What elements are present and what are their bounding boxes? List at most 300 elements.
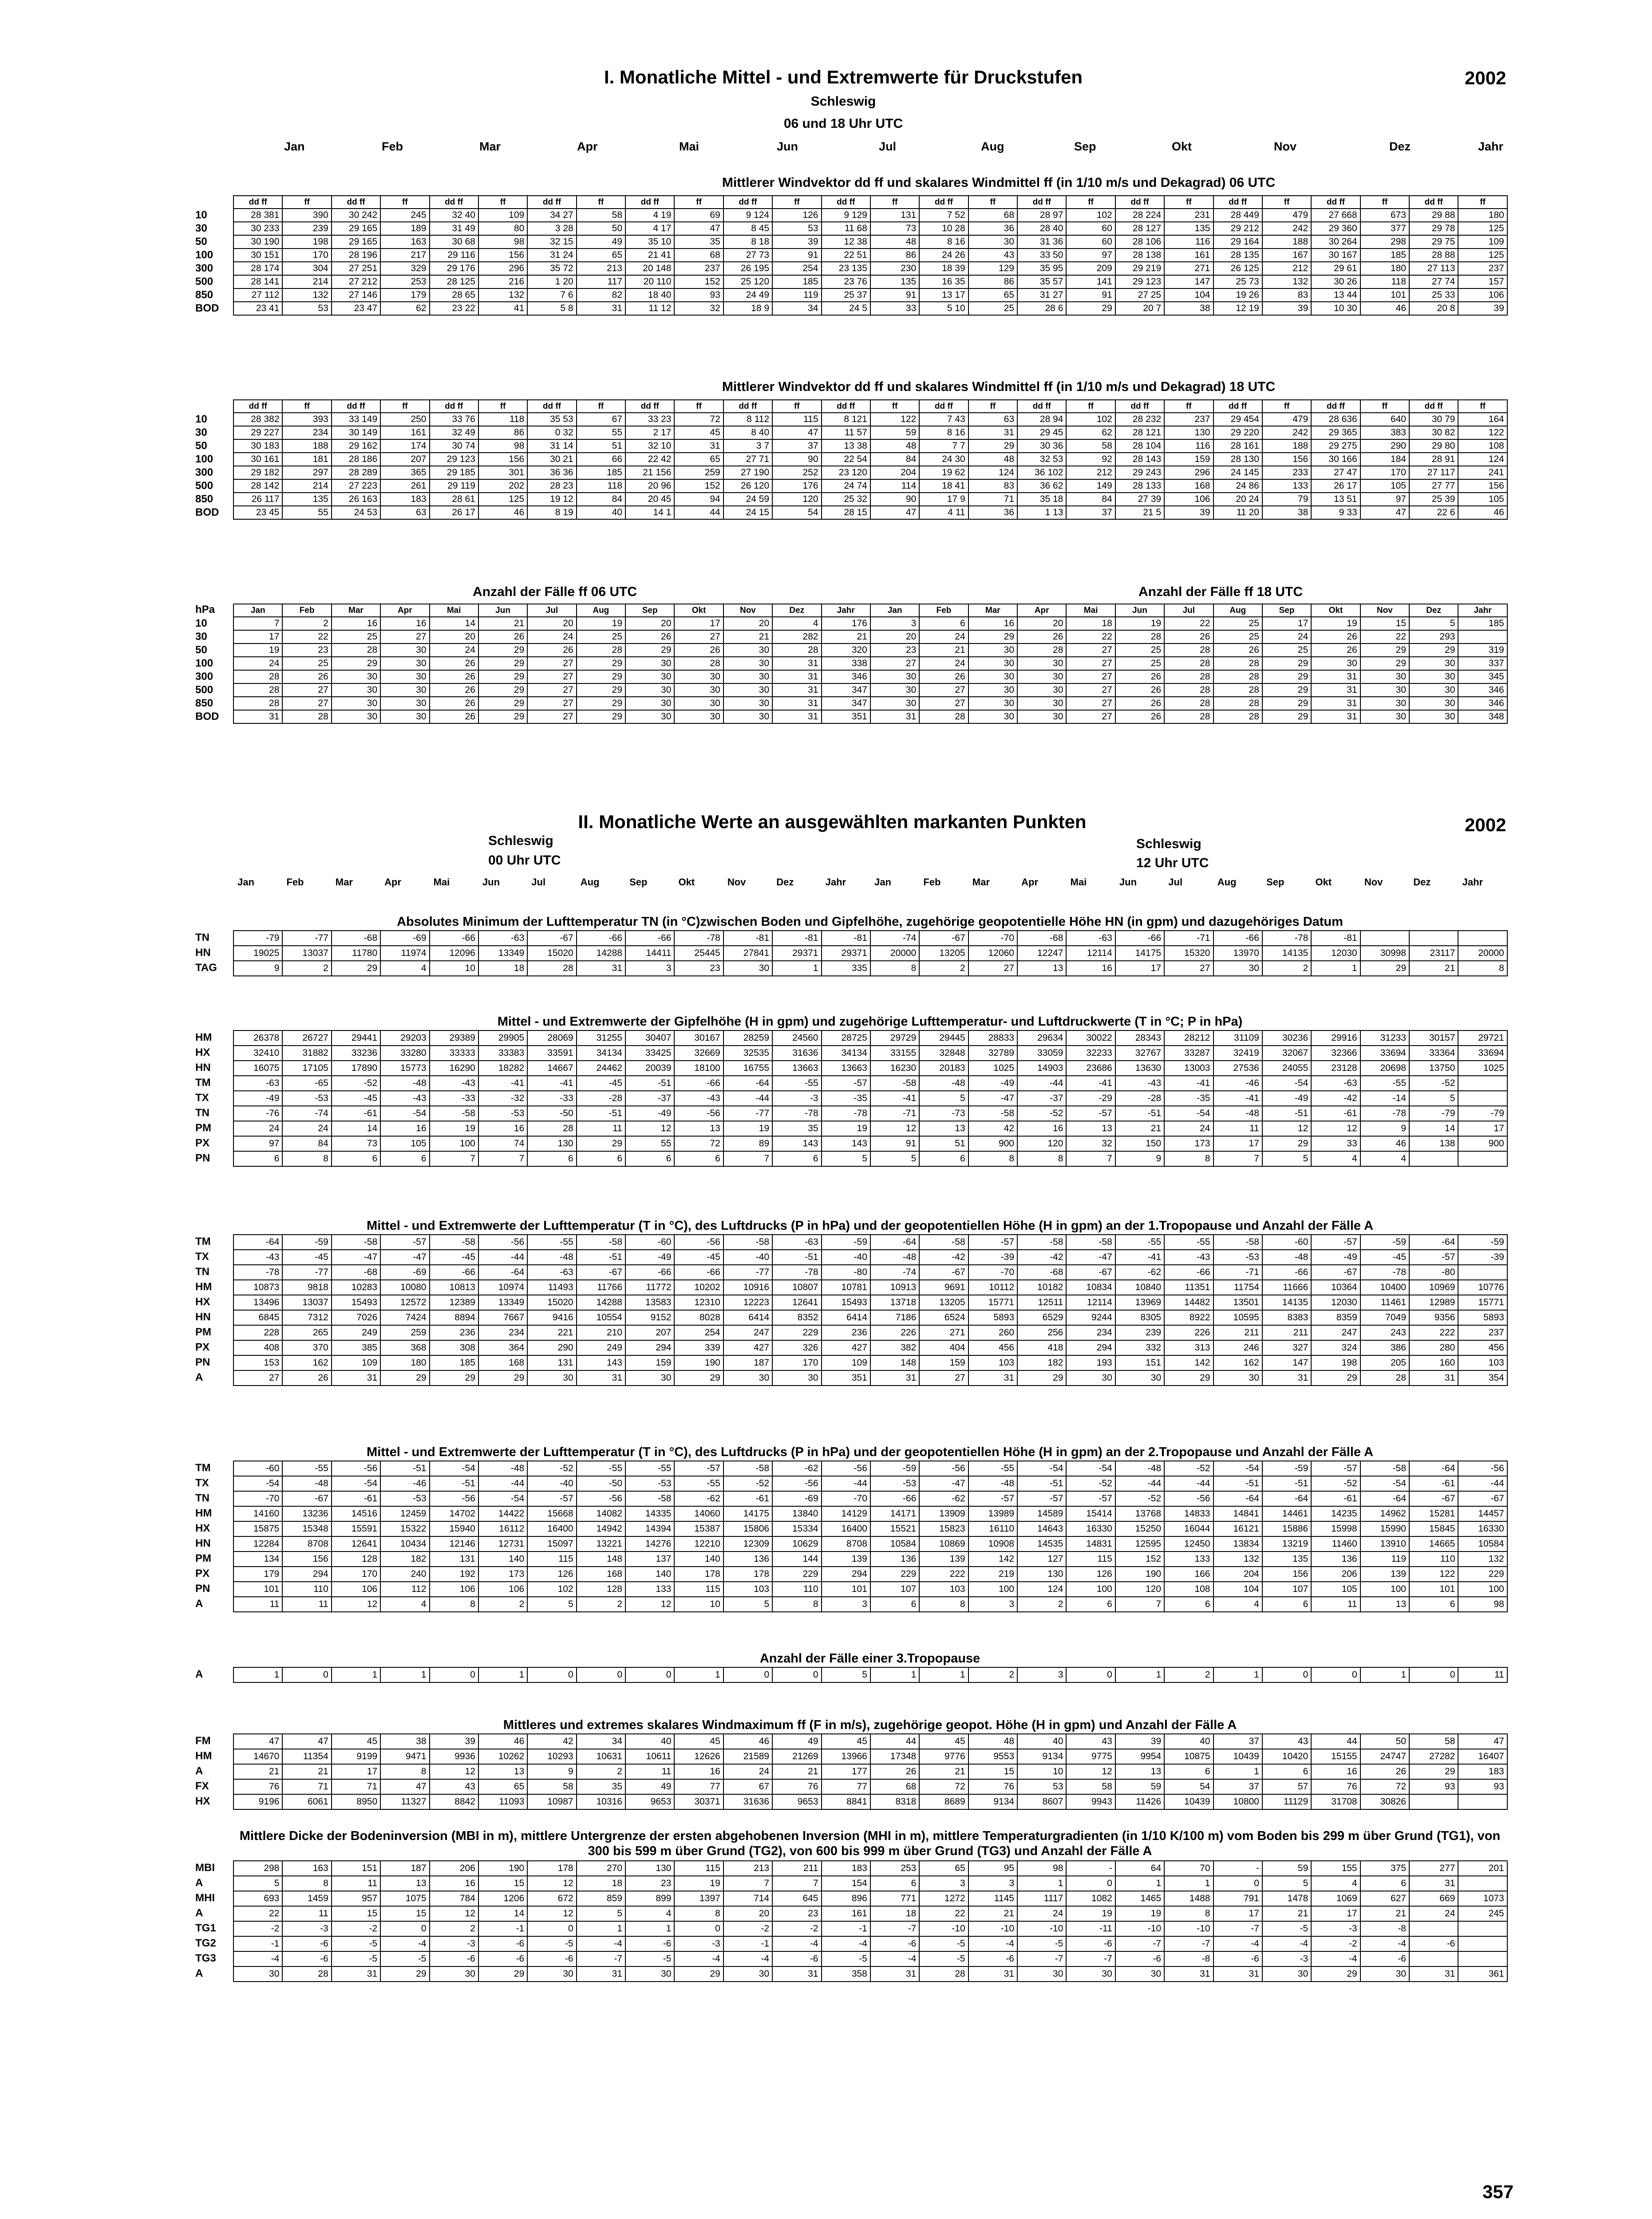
- table-cell: 21: [1115, 1121, 1164, 1136]
- table-cell: 18: [478, 961, 527, 976]
- month-label: Aug: [981, 140, 1004, 153]
- table-cell: 30407: [625, 1031, 674, 1046]
- table-cell: -78: [674, 931, 723, 946]
- table-cell: -40: [723, 1250, 772, 1265]
- table-cell: 10840: [1115, 1280, 1164, 1295]
- table-cell: 29: [1262, 657, 1311, 670]
- table-cell: -46: [380, 1476, 429, 1491]
- part2-station-left: Schleswig: [488, 833, 553, 848]
- table-row: [233, 1280, 1507, 1295]
- table-cell: 15387: [674, 1521, 723, 1536]
- table-cell: 26: [870, 1764, 919, 1779]
- row-label: 10: [195, 413, 207, 425]
- table-cell: 25: [282, 657, 331, 670]
- table-cell: 3 28: [527, 222, 576, 235]
- table-cell: 324: [1311, 1340, 1360, 1355]
- table-cell: 125: [478, 493, 527, 506]
- table-cell: 8708: [282, 1536, 331, 1552]
- column-header: dd ff: [1409, 196, 1458, 209]
- row-label: HN: [195, 1537, 211, 1549]
- table-cell: 168: [478, 1355, 527, 1370]
- table-cell: 27 71: [723, 453, 772, 466]
- table-cell: 30: [1311, 657, 1360, 670]
- table-cell: -49: [968, 1076, 1017, 1091]
- column-header: ff: [1164, 400, 1213, 413]
- table-cell: -74: [870, 1265, 919, 1280]
- table-cell: 390: [282, 209, 331, 222]
- table-row: [233, 288, 1507, 302]
- column-header: dd ff: [919, 400, 968, 413]
- table-cell: -57: [968, 1235, 1017, 1250]
- table-cell: -4: [968, 1936, 1017, 1951]
- table-cell: 133: [1164, 1552, 1213, 1567]
- table-cell: 8 40: [723, 426, 772, 439]
- table-cell: 31: [870, 710, 919, 723]
- table-cell: 30: [674, 697, 723, 710]
- table-cell: 26: [430, 670, 478, 683]
- table-cell: 20 45: [625, 493, 674, 506]
- table-cell: 58: [577, 209, 625, 222]
- table-cell: 27536: [1213, 1061, 1262, 1076]
- table-cell: 14135: [1262, 1295, 1311, 1310]
- table-cell: 107: [870, 1582, 919, 1597]
- table-cell: 28 232: [1115, 413, 1164, 426]
- table-cell: -6: [870, 1936, 919, 1951]
- table-cell: -44: [1017, 1076, 1066, 1091]
- table-cell: 11766: [577, 1280, 625, 1295]
- part2-title: II. Monatliche Werte an ausgewählten markanten Punkten: [578, 811, 1087, 832]
- table-cell: 79: [1262, 493, 1311, 506]
- table-cell: 29: [1262, 697, 1311, 710]
- row-label: PN: [195, 1152, 210, 1164]
- table-cell: 101: [233, 1582, 282, 1597]
- table-cell: 109: [332, 1355, 380, 1370]
- table-row: [233, 466, 1507, 479]
- table-cell: 24: [1409, 1906, 1458, 1921]
- table-cell: 135: [1262, 1552, 1311, 1567]
- table-cell: -6: [1066, 1936, 1115, 1951]
- table-cell: -59: [822, 1235, 870, 1250]
- table-cell: 94: [674, 493, 723, 506]
- table-cell: 8607: [1017, 1794, 1066, 1809]
- table-cell: 361: [1458, 1966, 1507, 1982]
- table-cell: -78: [1262, 931, 1311, 946]
- table-cell: -33: [527, 1091, 576, 1106]
- table-cell: 229: [772, 1325, 821, 1340]
- table-cell: 13: [1115, 1764, 1164, 1779]
- table-cell: -5: [625, 1951, 674, 1966]
- column-header: Jun: [1115, 604, 1164, 617]
- table-cell: -64: [1409, 1461, 1458, 1476]
- table-cell: -40: [527, 1476, 576, 1491]
- table-cell: -55: [577, 1461, 625, 1476]
- table-cell: 27: [919, 683, 968, 697]
- row-label: TG1: [195, 1922, 216, 1934]
- table-cell: -45: [577, 1076, 625, 1091]
- table-cell: 117: [577, 275, 625, 288]
- table-cell: 8894: [430, 1310, 478, 1325]
- table-cell: 30: [527, 1966, 576, 1982]
- month-label: Jan: [874, 877, 891, 888]
- table-cell: 132: [1213, 1552, 1262, 1567]
- table-cell: -37: [625, 1091, 674, 1106]
- table-cell: -58: [1017, 1235, 1066, 1250]
- table-cell: 30167: [674, 1031, 723, 1046]
- table-cell: 14841: [1213, 1506, 1262, 1521]
- table-cell: 31636: [772, 1046, 821, 1061]
- table-cell: 26: [1115, 710, 1164, 723]
- column-header: Jahr: [1458, 604, 1507, 617]
- table-cell: 140: [625, 1567, 674, 1582]
- table-cell: 393: [282, 413, 331, 426]
- table-cell: 3: [968, 1597, 1017, 1612]
- table-cell: 187: [723, 1355, 772, 1370]
- table-cell: 8: [430, 1597, 478, 1612]
- table-cell: -35: [822, 1091, 870, 1106]
- table-cell: 245: [1458, 1906, 1507, 1921]
- table-cell: 479: [1262, 413, 1311, 426]
- table-row: [233, 1966, 1507, 1982]
- table-cell: 32: [1066, 1136, 1115, 1151]
- table-cell: 30: [1213, 961, 1262, 976]
- table-cell: -43: [430, 1076, 478, 1091]
- table-cell: 20183: [919, 1061, 968, 1076]
- table-cell: -44: [478, 1250, 527, 1265]
- table-cell: 44: [1311, 1734, 1360, 1749]
- table-cell: 10293: [527, 1749, 576, 1764]
- table-cell: 33333: [430, 1046, 478, 1061]
- table-cell: 27 77: [1409, 479, 1458, 493]
- column-header: dd ff: [233, 196, 282, 209]
- table-cell: 10595: [1213, 1310, 1262, 1325]
- table-cell: 11354: [282, 1749, 331, 1764]
- column-header: ff: [1360, 196, 1409, 209]
- table-row: [233, 1310, 1507, 1325]
- table-cell: 900: [1458, 1136, 1507, 1151]
- table-cell: 90: [772, 453, 821, 466]
- table-cell: 29 212: [1213, 222, 1262, 235]
- table-cell: 105: [380, 1136, 429, 1151]
- table-cell: -51: [772, 1250, 821, 1265]
- table-cell: 2: [282, 961, 331, 976]
- table-cell: 17: [1311, 1906, 1360, 1921]
- table-cell: 6: [870, 1876, 919, 1891]
- table-cell: 9936: [430, 1749, 478, 1764]
- table-cell: 3 7: [723, 439, 772, 453]
- table-cell: -67: [1311, 1265, 1360, 1280]
- month-header-row: [0, 140, 1652, 155]
- table-cell: 130: [625, 1861, 674, 1876]
- table-cell: 28 40: [1017, 222, 1066, 235]
- table-cell: 69: [674, 209, 723, 222]
- table-cell: 23 45: [233, 506, 282, 519]
- table-cell: 66: [577, 453, 625, 466]
- table-cell: [1409, 1151, 1458, 1166]
- table-cell: 98: [1017, 1861, 1066, 1876]
- table-cell: -58: [723, 1235, 772, 1250]
- table-cell: 23 47: [332, 302, 380, 315]
- table-cell: -8: [1164, 1951, 1213, 1966]
- table-cell: 31: [332, 1966, 380, 1982]
- table-row: [233, 262, 1507, 275]
- table-cell: 27 25: [1115, 288, 1164, 302]
- table-cell: 294: [822, 1567, 870, 1582]
- table-cell: 23 22: [430, 302, 478, 315]
- table-cell: 48: [968, 453, 1017, 466]
- table-cell: 9775: [1066, 1749, 1115, 1764]
- table-cell: 98: [478, 439, 527, 453]
- row-label: A: [195, 1765, 203, 1777]
- table-cell: 28 449: [1213, 209, 1262, 222]
- table-cell: 193: [1066, 1355, 1115, 1370]
- table-cell: [1360, 931, 1409, 946]
- table-cell: 118: [478, 413, 527, 426]
- table-cell: 100: [1458, 1582, 1507, 1597]
- table-cell: -52: [723, 1476, 772, 1491]
- table-cell: 63: [968, 413, 1017, 426]
- column-header: dd ff: [332, 196, 380, 209]
- table-cell: 43: [430, 1779, 478, 1794]
- table-cell: 29: [1164, 1370, 1213, 1386]
- table-cell: 277: [1409, 1861, 1458, 1876]
- table-cell: 0: [1311, 1667, 1360, 1682]
- table-cell: 29: [1066, 302, 1115, 315]
- table-cell: 3: [968, 1876, 1017, 1891]
- count-row-labels: [195, 617, 219, 723]
- table-row: [233, 683, 1507, 697]
- table-cell: 110: [1409, 1552, 1458, 1567]
- table-cell: 30 79: [1409, 413, 1458, 426]
- table-cell: 28: [527, 961, 576, 976]
- table-cell: 28 382: [233, 413, 282, 426]
- table-row: [233, 209, 1507, 222]
- row-label: HN: [195, 947, 211, 959]
- table-cell: 24: [919, 630, 968, 644]
- table-cell: 125: [1458, 249, 1507, 262]
- table-cell: 28: [772, 644, 821, 657]
- table-cell: 6414: [723, 1310, 772, 1325]
- table-cell: 29: [478, 657, 527, 670]
- table-cell: 8689: [919, 1794, 968, 1809]
- table-cell: 29: [478, 710, 527, 723]
- table-cell: 35 53: [527, 413, 576, 426]
- table-cell: 206: [1311, 1567, 1360, 1582]
- table-cell: 9356: [1409, 1310, 1458, 1325]
- table-cell: -67: [919, 1265, 968, 1280]
- row-label: BOD: [195, 711, 219, 723]
- table-cell: 20 148: [625, 262, 674, 275]
- table-cell: 20: [527, 617, 576, 630]
- table-cell: 24: [233, 1121, 282, 1136]
- table-cell: 8950: [332, 1794, 380, 1809]
- table-row: [233, 1091, 1507, 1106]
- row-label: 10: [195, 209, 207, 221]
- table-cell: 39: [1458, 302, 1507, 315]
- table-cell: -3: [1311, 1921, 1360, 1936]
- table-cell: -4: [1213, 1936, 1262, 1951]
- table-cell: 30998: [1360, 946, 1409, 961]
- table-cell: 26: [430, 683, 478, 697]
- table-cell: 290: [527, 1340, 576, 1355]
- table-cell: 29: [1262, 683, 1311, 697]
- table-cell: 27: [282, 683, 331, 697]
- table-cell: 46: [478, 506, 527, 519]
- table-row: [233, 1936, 1507, 1951]
- table-cell: 183: [1458, 1764, 1507, 1779]
- table-cell: 17890: [332, 1061, 380, 1076]
- table-cell: -59: [282, 1235, 331, 1250]
- month-label: Jun: [482, 877, 500, 888]
- table-cell: 28 127: [1115, 222, 1164, 235]
- table-row: [233, 1506, 1507, 1521]
- table-cell: 8708: [822, 1536, 870, 1552]
- table-cell: 9954: [1115, 1749, 1164, 1764]
- table-cell: 7: [1115, 1597, 1164, 1612]
- table-cell: -54: [233, 1476, 282, 1491]
- table-cell: 148: [870, 1355, 919, 1370]
- table-cell: 108: [1458, 439, 1507, 453]
- table-cell: -68: [1017, 931, 1066, 946]
- table-cell: -45: [1360, 1250, 1409, 1265]
- table-cell: 26: [625, 630, 674, 644]
- table-cell: 14643: [1017, 1521, 1066, 1536]
- table-cell: 31: [1311, 683, 1360, 697]
- table-cell: -54: [430, 1461, 478, 1476]
- table-cell: 46: [1458, 506, 1507, 519]
- table-cell: 12: [625, 1121, 674, 1136]
- table-cell: 20000: [870, 946, 919, 961]
- column-header: dd ff: [723, 400, 772, 413]
- table-cell: -68: [1017, 1265, 1066, 1280]
- table-cell: -64: [1360, 1491, 1409, 1506]
- table-cell: -61: [723, 1491, 772, 1506]
- table-cell: 149: [1066, 479, 1115, 493]
- table-cell: 11: [332, 1876, 380, 1891]
- table-cell: 253: [380, 275, 429, 288]
- table-cell: 12284: [233, 1536, 282, 1552]
- table-cell: 30 233: [233, 222, 282, 235]
- table-cell: 24: [282, 1121, 331, 1136]
- row-label: TN: [195, 1266, 209, 1278]
- table-cell: 22: [919, 1906, 968, 1921]
- table-cell: 11 12: [625, 302, 674, 315]
- table-cell: 8305: [1115, 1310, 1164, 1325]
- table-cell: 12310: [674, 1295, 723, 1310]
- table-cell: 32366: [1311, 1046, 1360, 1061]
- table-cell: 7: [772, 1876, 821, 1891]
- table-cell: 31 14: [527, 439, 576, 453]
- month-label: Mar: [972, 877, 990, 888]
- table-cell: 297: [282, 466, 331, 479]
- table-cell: -55: [1164, 1235, 1213, 1250]
- table-cell: -78: [772, 1106, 821, 1121]
- table-cell: 8359: [1311, 1310, 1360, 1325]
- table-cell: 10: [430, 961, 478, 976]
- table-cell: 133: [1262, 479, 1311, 493]
- table-cell: 236: [822, 1325, 870, 1340]
- table-cell: 101: [1409, 1582, 1458, 1597]
- table-cell: 29 80: [1409, 439, 1458, 453]
- row-label: HM: [195, 1281, 212, 1293]
- table-cell: 14482: [1164, 1295, 1213, 1310]
- table-cell: 8 16: [919, 235, 968, 249]
- table-cell: 167: [1262, 249, 1311, 262]
- table-cell: 6: [625, 1151, 674, 1166]
- table-cell: 27: [527, 697, 576, 710]
- table-cell: 6: [577, 1151, 625, 1166]
- table-cell: 188: [1262, 439, 1311, 453]
- table-cell: 31: [577, 1370, 625, 1386]
- table-cell: -4: [577, 1936, 625, 1951]
- table-cell: 408: [233, 1340, 282, 1355]
- table-cell: 16110: [968, 1521, 1017, 1536]
- table-cell: 18: [1066, 617, 1115, 630]
- table-cell: 335: [822, 961, 870, 976]
- table-cell: 30: [332, 670, 380, 683]
- section-caption: Mittel - und Extremwerte der Lufttemperatur (T in °C), des Luftdrucks (P in hPa) und der geopotentiellen Höhe (H in gpm) an der 1.Tropopause und Anzahl der Fälle A: [367, 1219, 1373, 1233]
- table-cell: 147: [1262, 1355, 1311, 1370]
- table-cell: 791: [1213, 1891, 1262, 1906]
- table-cell: 30: [1115, 1370, 1164, 1386]
- table-cell: 15493: [822, 1295, 870, 1310]
- section-caption: Mittleres und extremes skalares Windmaximum ff (F in m/s), zugehörige geopot. Höhe (H in gpm) und Anzahl der Fälle A: [503, 1718, 1237, 1732]
- table-cell: 178: [527, 1861, 576, 1876]
- table-cell: 1: [1311, 961, 1360, 976]
- table-cell: 30 166: [1311, 453, 1360, 466]
- table-cell: -6: [527, 1951, 576, 1966]
- row-label: TN: [195, 1107, 209, 1119]
- table-cell: 233: [1262, 466, 1311, 479]
- table-cell: 12030: [1311, 1295, 1360, 1310]
- table-cell: 14394: [625, 1521, 674, 1536]
- table-cell: 12511: [1017, 1295, 1066, 1310]
- table-cell: 2: [478, 1597, 527, 1612]
- table-cell: -60: [1262, 1235, 1311, 1250]
- table-cell: -6: [282, 1951, 331, 1966]
- table-cell: 9: [527, 1764, 576, 1779]
- table-cell: 7: [1213, 1151, 1262, 1166]
- table-cell: -68: [332, 1265, 380, 1280]
- table-cell: 103: [919, 1582, 968, 1597]
- table-cell: 12450: [1164, 1536, 1213, 1552]
- table-cell: 29634: [1017, 1031, 1066, 1046]
- table-cell: 162: [282, 1355, 331, 1370]
- table-cell: 29: [430, 1370, 478, 1386]
- table-cell: 0: [430, 1667, 478, 1682]
- table-cell: -7: [1115, 1936, 1164, 1951]
- table-cell: 154: [822, 1876, 870, 1891]
- table-cell: 28 106: [1115, 235, 1164, 249]
- table-cell: 30: [1360, 1966, 1409, 1982]
- table-cell: 0: [674, 1921, 723, 1936]
- column-header: ff: [674, 196, 723, 209]
- table-cell: 32067: [1262, 1046, 1311, 1061]
- table-cell: 27: [1066, 644, 1115, 657]
- table-row: [233, 249, 1507, 262]
- table-cell: 159: [919, 1355, 968, 1370]
- table-cell: -59: [1458, 1235, 1507, 1250]
- table-cell: 6: [1409, 1597, 1458, 1612]
- table-cell: 12060: [968, 946, 1017, 961]
- table-cell: 29389: [430, 1031, 478, 1046]
- table-cell: 28: [577, 644, 625, 657]
- table-cell: -11: [1066, 1921, 1115, 1936]
- table-cell: 33: [870, 302, 919, 315]
- table-cell: 187: [380, 1861, 429, 1876]
- table-cell: -56: [478, 1235, 527, 1250]
- table-cell: 1465: [1115, 1891, 1164, 1906]
- table-cell: -51: [577, 1250, 625, 1265]
